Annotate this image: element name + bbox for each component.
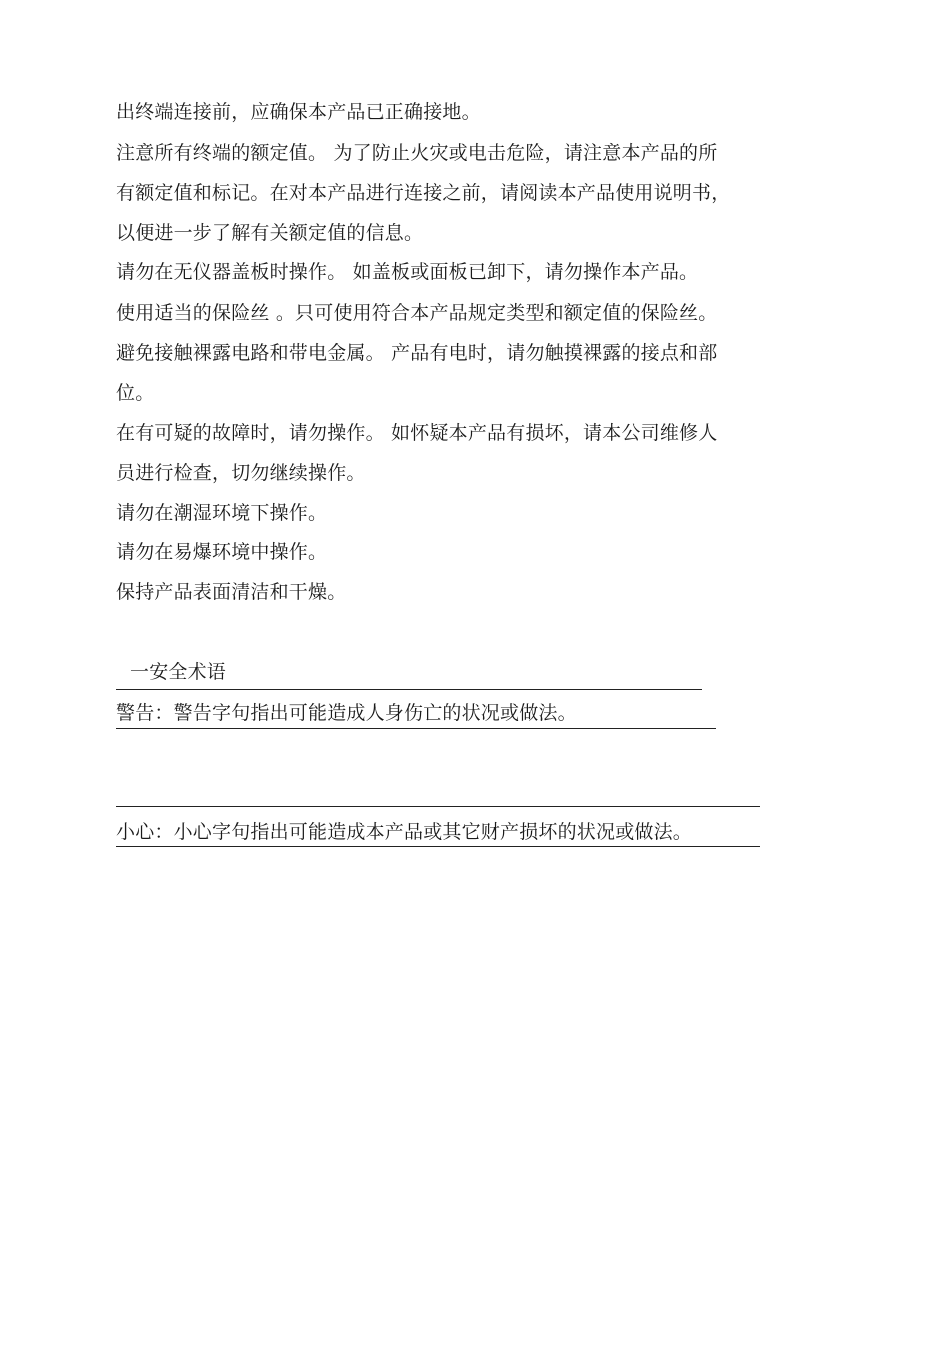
- paragraph-line: 保持产品表面清洁和干燥。: [116, 581, 347, 603]
- paragraph-line: 在有可疑的故障时，请勿操作。 如怀疑本产品有损坏，请本公司维修人: [116, 422, 718, 444]
- warning-rule: [116, 728, 716, 729]
- caution-top-rule: [116, 806, 760, 807]
- paragraph-line: 请勿在无仪器盖板时操作。 如盖板或面板已卸下，请勿操作本产品。: [116, 261, 699, 283]
- paragraph-line: 出终端连接前，应确保本产品已正确接地。: [116, 101, 481, 123]
- paragraph-line: 注意所有终端的额定值。 为了防止火灾或电击危险，请注意本产品的所: [116, 142, 718, 164]
- paragraph-line: 位。: [116, 382, 155, 404]
- paragraph-line: 使用适当的保险丝 。只可使用符合本产品规定类型和额定值的保险丝。: [116, 302, 718, 324]
- section-heading: 一安全术语: [130, 661, 227, 683]
- paragraph-line: 员进行检查，切勿继续操作。: [116, 462, 366, 484]
- caution-bottom-rule: [116, 846, 760, 847]
- caution-text: 小心：小心字句指出可能造成本产品或其它财产损坏的状况或做法。: [116, 821, 693, 843]
- paragraph-line: 有额定值和标记。在对本产品进行连接之前，请阅读本产品使用说明书，: [116, 182, 731, 204]
- paragraph-line: 以便进一步了解有关额定值的信息。: [116, 222, 424, 244]
- heading-rule: [116, 689, 702, 690]
- warning-text: 警告：警告字句指出可能造成人身伤亡的状况或做法。: [116, 702, 577, 724]
- paragraph-line: 请勿在潮湿环境下操作。: [116, 502, 328, 524]
- paragraph-line: 避免接触裸露电路和带电金属。 产品有电时，请勿触摸裸露的接点和部: [116, 342, 718, 364]
- paragraph-line: 请勿在易爆环境中操作。: [116, 541, 328, 563]
